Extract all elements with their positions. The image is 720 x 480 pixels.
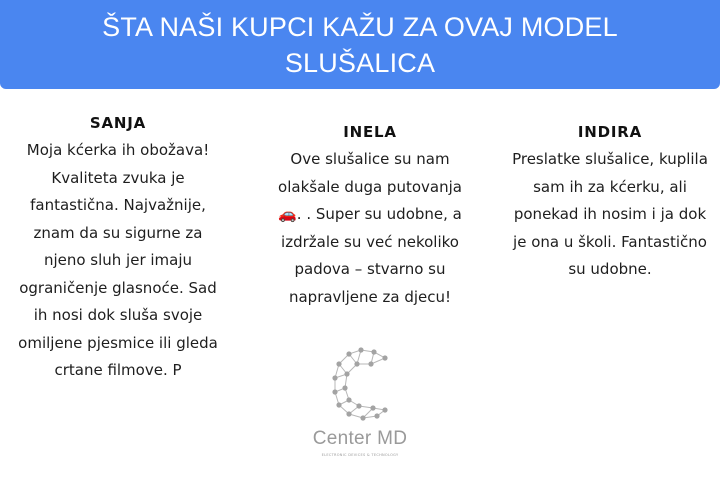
review-text: Moja kćerka ih obožava! Kvaliteta zvuka je fantastična. Najvažnije, znam da su sigurne za njeno sluh jer imaju ograničenje glasnoće. Sad ih nosi dok sluša svoje omiljene pjesmice ili gleda crtane filmove. P [18,141,218,379]
brand-logo [305,340,415,460]
review-text: Ove slušalice su nam olakšale duga putovanja 🚗. . Super su udobne, a izdržale su već nekoliko padova – stvarno su napravljene za djecu! [278,150,462,306]
reviewer-name: SANJA [89,114,147,132]
page-title: ŠTA NAŠI KUPCI KAŽU ZA OVAJ MODEL SLUŠALICA [102,11,618,78]
reviewer-name: INELA [343,123,397,141]
header-banner [0,0,720,89]
reviewer-name: INDIRA [577,123,643,141]
logo-name: Center MD [312,428,408,449]
review-card-inela [270,123,470,311]
review-card-sanja [18,114,218,385]
review-text: Preslatke slušalice, kuplila sam ih za kćerku, ali ponekad ih nosim i ja dok je ona u školi. Fantastično su udobne. [512,150,708,278]
logo-tagline: ELECTRONIC DEVICES & TECHNOLOGY [321,453,399,457]
network-c-icon [327,342,393,426]
review-card-indira [510,123,710,284]
